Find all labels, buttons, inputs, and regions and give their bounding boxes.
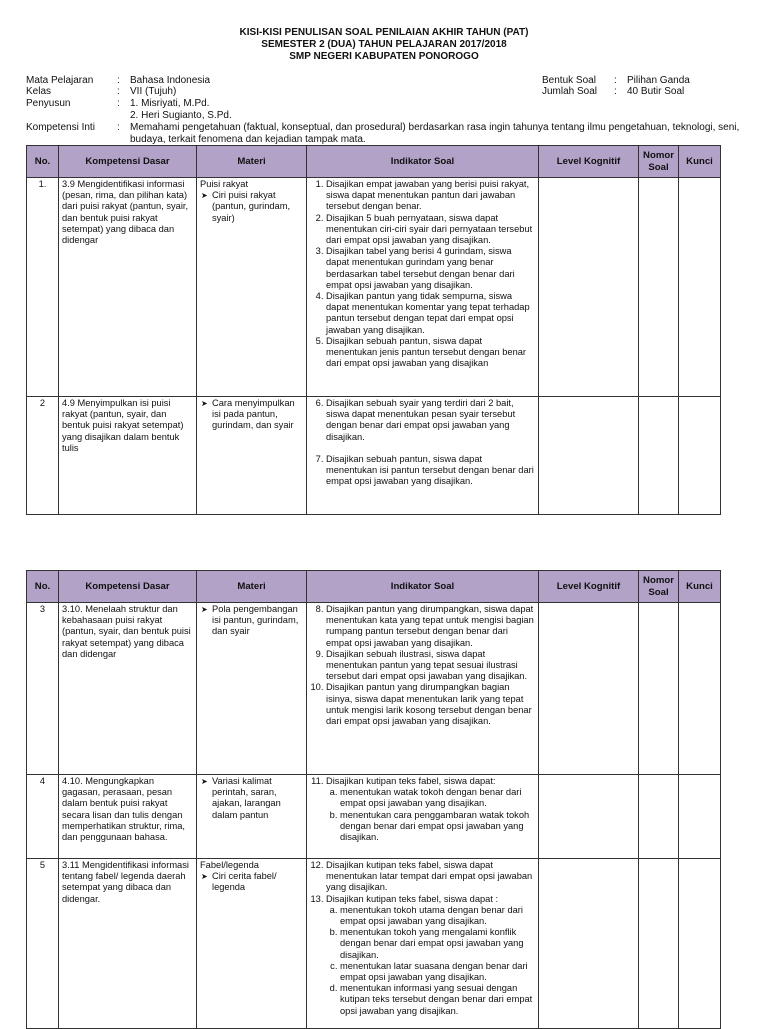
row-indikator [307,775,539,859]
materi-title: Puisi rakyat [200,179,249,189]
table-row [27,178,721,397]
row-kompetensi-dasar: 3.11 Mengidentifikasi informasi tentang fabel/ legenda daerah setempat yang dibaca dan didengar. [59,859,197,1029]
indikator-item: 9. Disajikan sebuah ilustrasi, siswa dapat menentukan pantun yang tepat sesuai ilustrasi tersebut dari empat opsi jawaban yang disajikan. [326,649,535,683]
indikator-item [326,776,535,843]
col-indikator-soal: Indikator Soal [307,146,539,178]
bentuk-soal-label: Bentuk Soal [542,75,596,86]
row-materi [197,603,307,775]
table-header-row [27,571,721,603]
indikator-item: 4. Disajikan pantun yang tidak sempurna, siswa dapat menentukan komentar yang tepat terhadap pantun tersebut dengan tepat dari empat opsi jawaban yang disajikan. [326,291,535,336]
row-no: 5 [27,859,59,1029]
table-row [27,397,721,515]
col-materi: Materi [197,571,307,603]
table-header-row [27,146,721,178]
indikator-item: 10. Disajikan pantun yang dirumpangkan bagian isinya, siswa dapat menentukan larik yang tepat untuk mengisi larik kosong tersebut dengan benar dari empat opsi jawaban yang disajikan. [326,682,535,727]
penyusun-label: Penyusun [26,98,71,109]
bentuk-soal-value: Pilihan Ganda [627,75,690,86]
jumlah-soal-label: Jumlah Soal [542,86,598,97]
doc-title-line3: SMP NEGERI KABUPATEN PONOROGO [289,51,479,62]
row-kompetensi-dasar: 4.10. Mengungkapkan gagasan, perasaan, pesan dalam bentuk puisi rakyat secara lisan dan tulis dengan memperhatikan struktur, rima, dan penggunaan bahasa. [59,775,197,859]
table-row [27,603,721,775]
ki-label: Kompetensi Inti [26,122,95,133]
indikator-item: 1. Disajikan empat jawaban yang berisi puisi rakyat, siswa dapat menentukan pantun dari jawaban tersebut dengan benar. [326,179,535,213]
row-no: 3 [27,603,59,775]
row-kunci [679,178,721,397]
col-kompetensi-dasar: Kompetensi Dasar [59,571,197,603]
row-level-kognitif [539,178,639,397]
indikator-subitem: b. menentukan tokoh yang mengalami konflik dengan benar dari empat opsi jawaban yang disajikan. [340,927,535,961]
col-materi: Materi [197,146,307,178]
doc-title-line2: SEMESTER 2 (DUA) TAHUN PELAJARAN 2017/2018 [261,39,507,50]
row-materi [197,397,307,515]
kelas-value: VII (Tujuh) [130,86,177,97]
row-nomor-soal [639,603,679,775]
row-nomor-soal [639,859,679,1029]
indikator-item [326,894,535,1017]
row-level-kognitif [539,603,639,775]
materi-item: ➤ Ciri cerita fabel/ legenda [212,871,303,893]
col-no: No. [27,571,59,603]
row-no: 1. [27,178,59,397]
indikator-item: 6. Disajikan sebuah syair yang terdiri dari 2 bait, siswa dapat menentukan pesan syair tersebut dengan benar dari empat opsi jawaban yang disajikan. [326,398,535,443]
col-level-kognitif: Level Kognitif [539,571,639,603]
row-materi [197,775,307,859]
colon: : [614,86,617,97]
materi-title: Fabel/legenda [200,860,259,870]
row-nomor-soal [639,775,679,859]
row-level-kognitif [539,775,639,859]
indikator-subitem: d. menentukan informasi yang sesuai dengan kutipan teks tersebut dengan benar dari empat opsi jawaban yang disajikan. [340,983,535,1017]
penyusun-2: 2. Heri Sugianto, S.Pd. [130,110,232,121]
col-nomor-soal: Nomor Soal [639,571,679,603]
colon: : [117,75,120,86]
indikator-subitem: c. menentukan latar suasana dengan benar dari empat opsi jawaban yang disajikan. [340,961,535,983]
row-indikator [307,603,539,775]
kisi-kisi-table-2 [26,570,721,1029]
indikator-item: 12. Disajikan kutipan teks fabel, siswa dapat menentukan latar tempat dari empat opsi jawaban yang disajikan. [326,860,535,894]
col-level-kognitif: Level Kognitif [539,146,639,178]
colon: : [614,75,617,86]
row-indikator [307,178,539,397]
colon: : [117,122,120,133]
mapel-value: Bahasa Indonesia [130,75,211,86]
colon: : [117,86,120,97]
col-kompetensi-dasar: Kompetensi Dasar [59,146,197,178]
row-kompetensi-dasar: 3.10. Menelaah struktur dan kebahasaan puisi rakyat (pantun, syair, dan bentuk puisi rakyat setempat) yang dibaca dan didengar [59,603,197,775]
indikator-item: 8. Disajikan pantun yang dirumpangkan, siswa dapat menentukan kata yang tepat untuk mengisi bagian rumpang pantun tersebut dengan benar dari empat opsi jawaban yang disajikan. [326,604,535,649]
indikator-subitem: a. menentukan watak tokoh dengan benar dari empat opsi jawaban yang disajikan. [340,787,535,809]
row-level-kognitif [539,397,639,515]
ki-value: Memahami pengetahuan (faktual, konseptual, dan prosedural) berdasarkan rasa ingin tahunya tentang ilmu pengetahuan, teknologi, seni, budaya, terkait fenomena dan kejadian tampak mata. [130,122,740,145]
row-kunci [679,397,721,515]
materi-item: ➤ Pola pengembangan isi pantun, gurindam, dan syair [212,604,303,638]
row-kunci [679,603,721,775]
indikator-item: 3. Disajikan tabel yang berisi 4 gurindam, siswa dapat menentukan gurindam yang benar berdasarkan tabel tersebut dengan benar dari empat opsi jawaban yang disajikan. [326,246,535,291]
row-nomor-soal [639,397,679,515]
row-no: 4 [27,775,59,859]
col-indikator-soal: Indikator Soal [307,571,539,603]
kelas-label: Kelas [26,86,52,97]
indikator-text: Disajikan kutipan teks fabel, siswa dapat: [326,776,496,786]
materi-item: ➤ Variasi kalimat perintah, saran, ajakan, larangan dalam pantun [212,776,303,821]
indikator-subitem: a. menentukan tokoh utama dengan benar dari empat opsi jawaban yang disajikan. [340,905,535,927]
indikator-subitem: b. menentukan cara penggambaran watak tokoh dengan benar dari empat opsi jawaban yang disajikan. [340,810,535,844]
row-no: 2 [27,397,59,515]
indikator-text: Disajikan kutipan teks fabel, siswa dapat : [326,893,499,904]
penyusun-1: 1. Misriyati, M.Pd. [130,98,210,109]
doc-title-line1: KISI-KISI PENULISAN SOAL PENILAIAN AKHIR TAHUN (PAT) [239,27,529,38]
row-level-kognitif [539,859,639,1029]
row-indikator [307,397,539,515]
table-row [27,775,721,859]
row-indikator [307,859,539,1029]
row-kunci [679,775,721,859]
row-kompetensi-dasar: 4.9 Menyimpulkan isi puisi rakyat (pantun, syair, dan bentuk puisi rakyat setempat) yang disajikan dalam bentuk tulis [59,397,197,515]
mapel-label: Mata Pelajaran [26,75,94,86]
row-nomor-soal [639,178,679,397]
materi-item: ➤ Ciri puisi rakyat (pantun, gurindam, syair) [212,190,303,224]
jumlah-soal-value: 40 Butir Soal [627,86,685,97]
indikator-item: 2. Disajikan 5 buah pernyataan, siswa dapat menentukan ciri-ciri syair dari pernyataan tersebut dari empat opsi jawaban yang disajikan. [326,213,535,247]
col-nomor-soal: Nomor Soal [639,146,679,178]
indikator-item: 7. Disajikan sebuah pantun, siswa dapat menentukan isi pantun tersebut dengan benar dari empat opsi jawaban yang disajikan. [326,454,535,488]
table-row [27,859,721,1029]
row-kunci [679,859,721,1029]
row-materi [197,859,307,1029]
row-materi [197,178,307,397]
colon: : [117,98,120,109]
indikator-item: 5. Disajikan sebuah pantun, siswa dapat menentukan jenis pantun tersebut dengan benar dari empat opsi jawaban yang disajikan [326,336,535,370]
col-kunci: Kunci [679,146,721,178]
col-kunci: Kunci [679,571,721,603]
kisi-kisi-table-1 [26,145,721,515]
materi-item: ➤ Cara menyimpulkan isi pada pantun, gurindam, dan syair [212,398,303,432]
col-no: No. [27,146,59,178]
row-kompetensi-dasar: 3.9 Mengidentifikasi informasi (pesan, rima, dan pilihan kata) dari puisi rakyat (pantun, syair, dan bentuk puisi rakyat setempat) yang dibaca dan didengar [59,178,197,397]
